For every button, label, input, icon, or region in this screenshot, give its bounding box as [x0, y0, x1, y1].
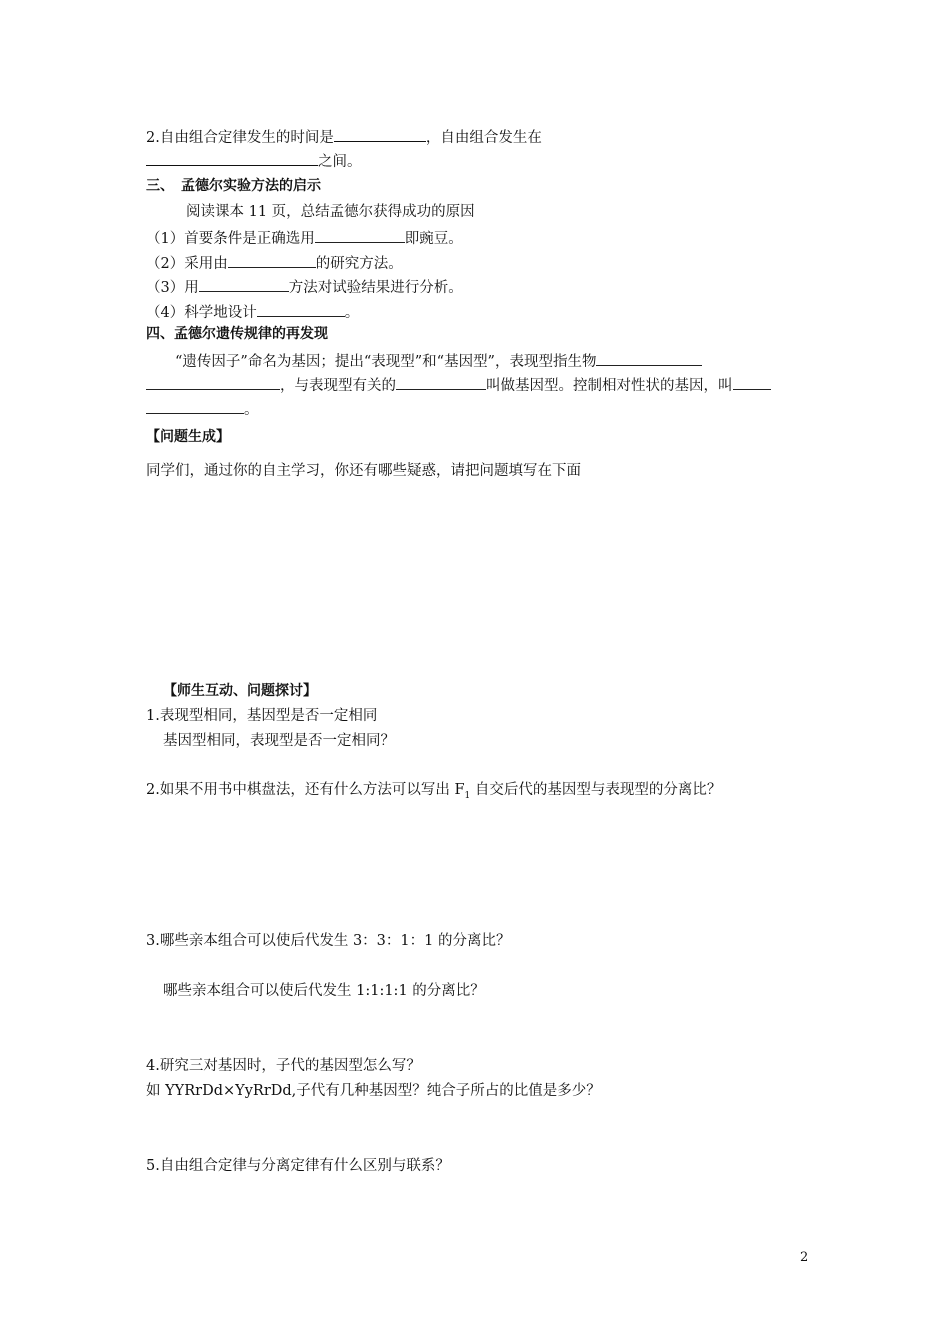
- answer-blank[interactable]: [199, 276, 289, 292]
- item-2-text-end: 的研究方法。: [315, 256, 403, 272]
- section-3-heading: 三、 孟德尔实验方法的启示: [146, 178, 321, 194]
- item-4-text-end: 。: [344, 305, 360, 321]
- answer-blank[interactable]: [596, 350, 702, 366]
- section-4-heading: 四、孟德尔遗传规律的再发现: [146, 326, 328, 342]
- item-3-text-end: 方法对试验结果进行分析。: [288, 280, 463, 296]
- section-3-item-1: [146, 227, 463, 249]
- answer-blank[interactable]: [257, 301, 345, 317]
- section-4-text-4: 。: [244, 402, 259, 418]
- item-2-text: （2）采用由: [146, 256, 228, 272]
- section-4-text-2: ，与表现型有关的: [280, 378, 396, 394]
- section-4-text-3: 叫做基因型。控制相对性状的基因，叫: [486, 378, 733, 394]
- section-3-item-2: [146, 252, 403, 274]
- section-3-item-3: [146, 276, 463, 298]
- answer-blank[interactable]: [146, 150, 318, 166]
- q2-free-combination-where: [146, 150, 362, 172]
- question-1b: 基因型相同，表现型是否一定相同？: [163, 733, 395, 749]
- question-4a: 4.研究三对基因时，子代的基因型怎么写？: [146, 1058, 421, 1074]
- answer-blank[interactable]: [334, 126, 426, 142]
- interaction-heading: 【师生互动、问题探讨】: [163, 683, 317, 699]
- item-4-text: （4）科学地设计: [146, 305, 257, 321]
- problem-generation-heading: 【问题生成】: [146, 429, 230, 445]
- question-1a: 1.表现型相同，基因型是否一定相同: [146, 708, 378, 724]
- answer-blank[interactable]: [228, 252, 316, 268]
- q2-free-combination-time: [146, 126, 542, 148]
- question-3a: 3.哪些亲本组合可以使后代发生 3：3：1：1 的分离比？: [146, 933, 511, 949]
- section-4-paragraph-line-3: [146, 398, 259, 420]
- item-3-text: （3）用: [146, 280, 199, 296]
- subscript-1: 1: [464, 790, 471, 801]
- answer-blank[interactable]: [146, 374, 280, 390]
- answer-blank[interactable]: [396, 374, 486, 390]
- question-2-text-end: 自交后代的基因型与表现型的分离比？: [470, 782, 722, 798]
- section-3-intro: 阅读课本 11 页，总结孟德尔获得成功的原因: [186, 204, 475, 220]
- section-4-paragraph-line-2: [146, 374, 771, 396]
- item-1-text-end: 即豌豆。: [404, 231, 463, 247]
- q2-text-3: 之间。: [318, 154, 362, 170]
- question-5: 5.自由组合定律与分离定律有什么区别与联系？: [146, 1158, 450, 1174]
- section-3-item-4: [146, 301, 359, 323]
- question-4b: 如 YYRrDd×YyRrDd,子代有几种基因型？纯合子所占的比值是多少？: [146, 1083, 601, 1099]
- section-4-text-1: “遗传因子”命名为基因；提出“表现型”和“基因型”，表现型指生物: [175, 354, 597, 370]
- question-3b: 哪些亲本组合可以使后代发生 1:1:1:1 的分离比？: [163, 983, 485, 999]
- answer-blank[interactable]: [315, 227, 405, 243]
- question-2-text: 2.如果不用书中棋盘法，还有什么方法可以写出 F: [146, 782, 465, 798]
- page-number: 2: [800, 1250, 809, 1265]
- section-4-paragraph-line-1: [175, 350, 702, 372]
- answer-blank[interactable]: [146, 398, 244, 414]
- problem-generation-text: 同学们，通过你的自主学习，你还有哪些疑惑，请把问题填写在下面: [146, 463, 581, 479]
- question-2: [146, 780, 721, 806]
- q2-text-2: ，自由组合发生在: [425, 130, 542, 146]
- item-1-text: （1）首要条件是正确选用: [146, 231, 315, 247]
- answer-blank[interactable]: [733, 374, 771, 390]
- q2-text-1: 2.自由组合定律发生的时间是: [146, 130, 334, 146]
